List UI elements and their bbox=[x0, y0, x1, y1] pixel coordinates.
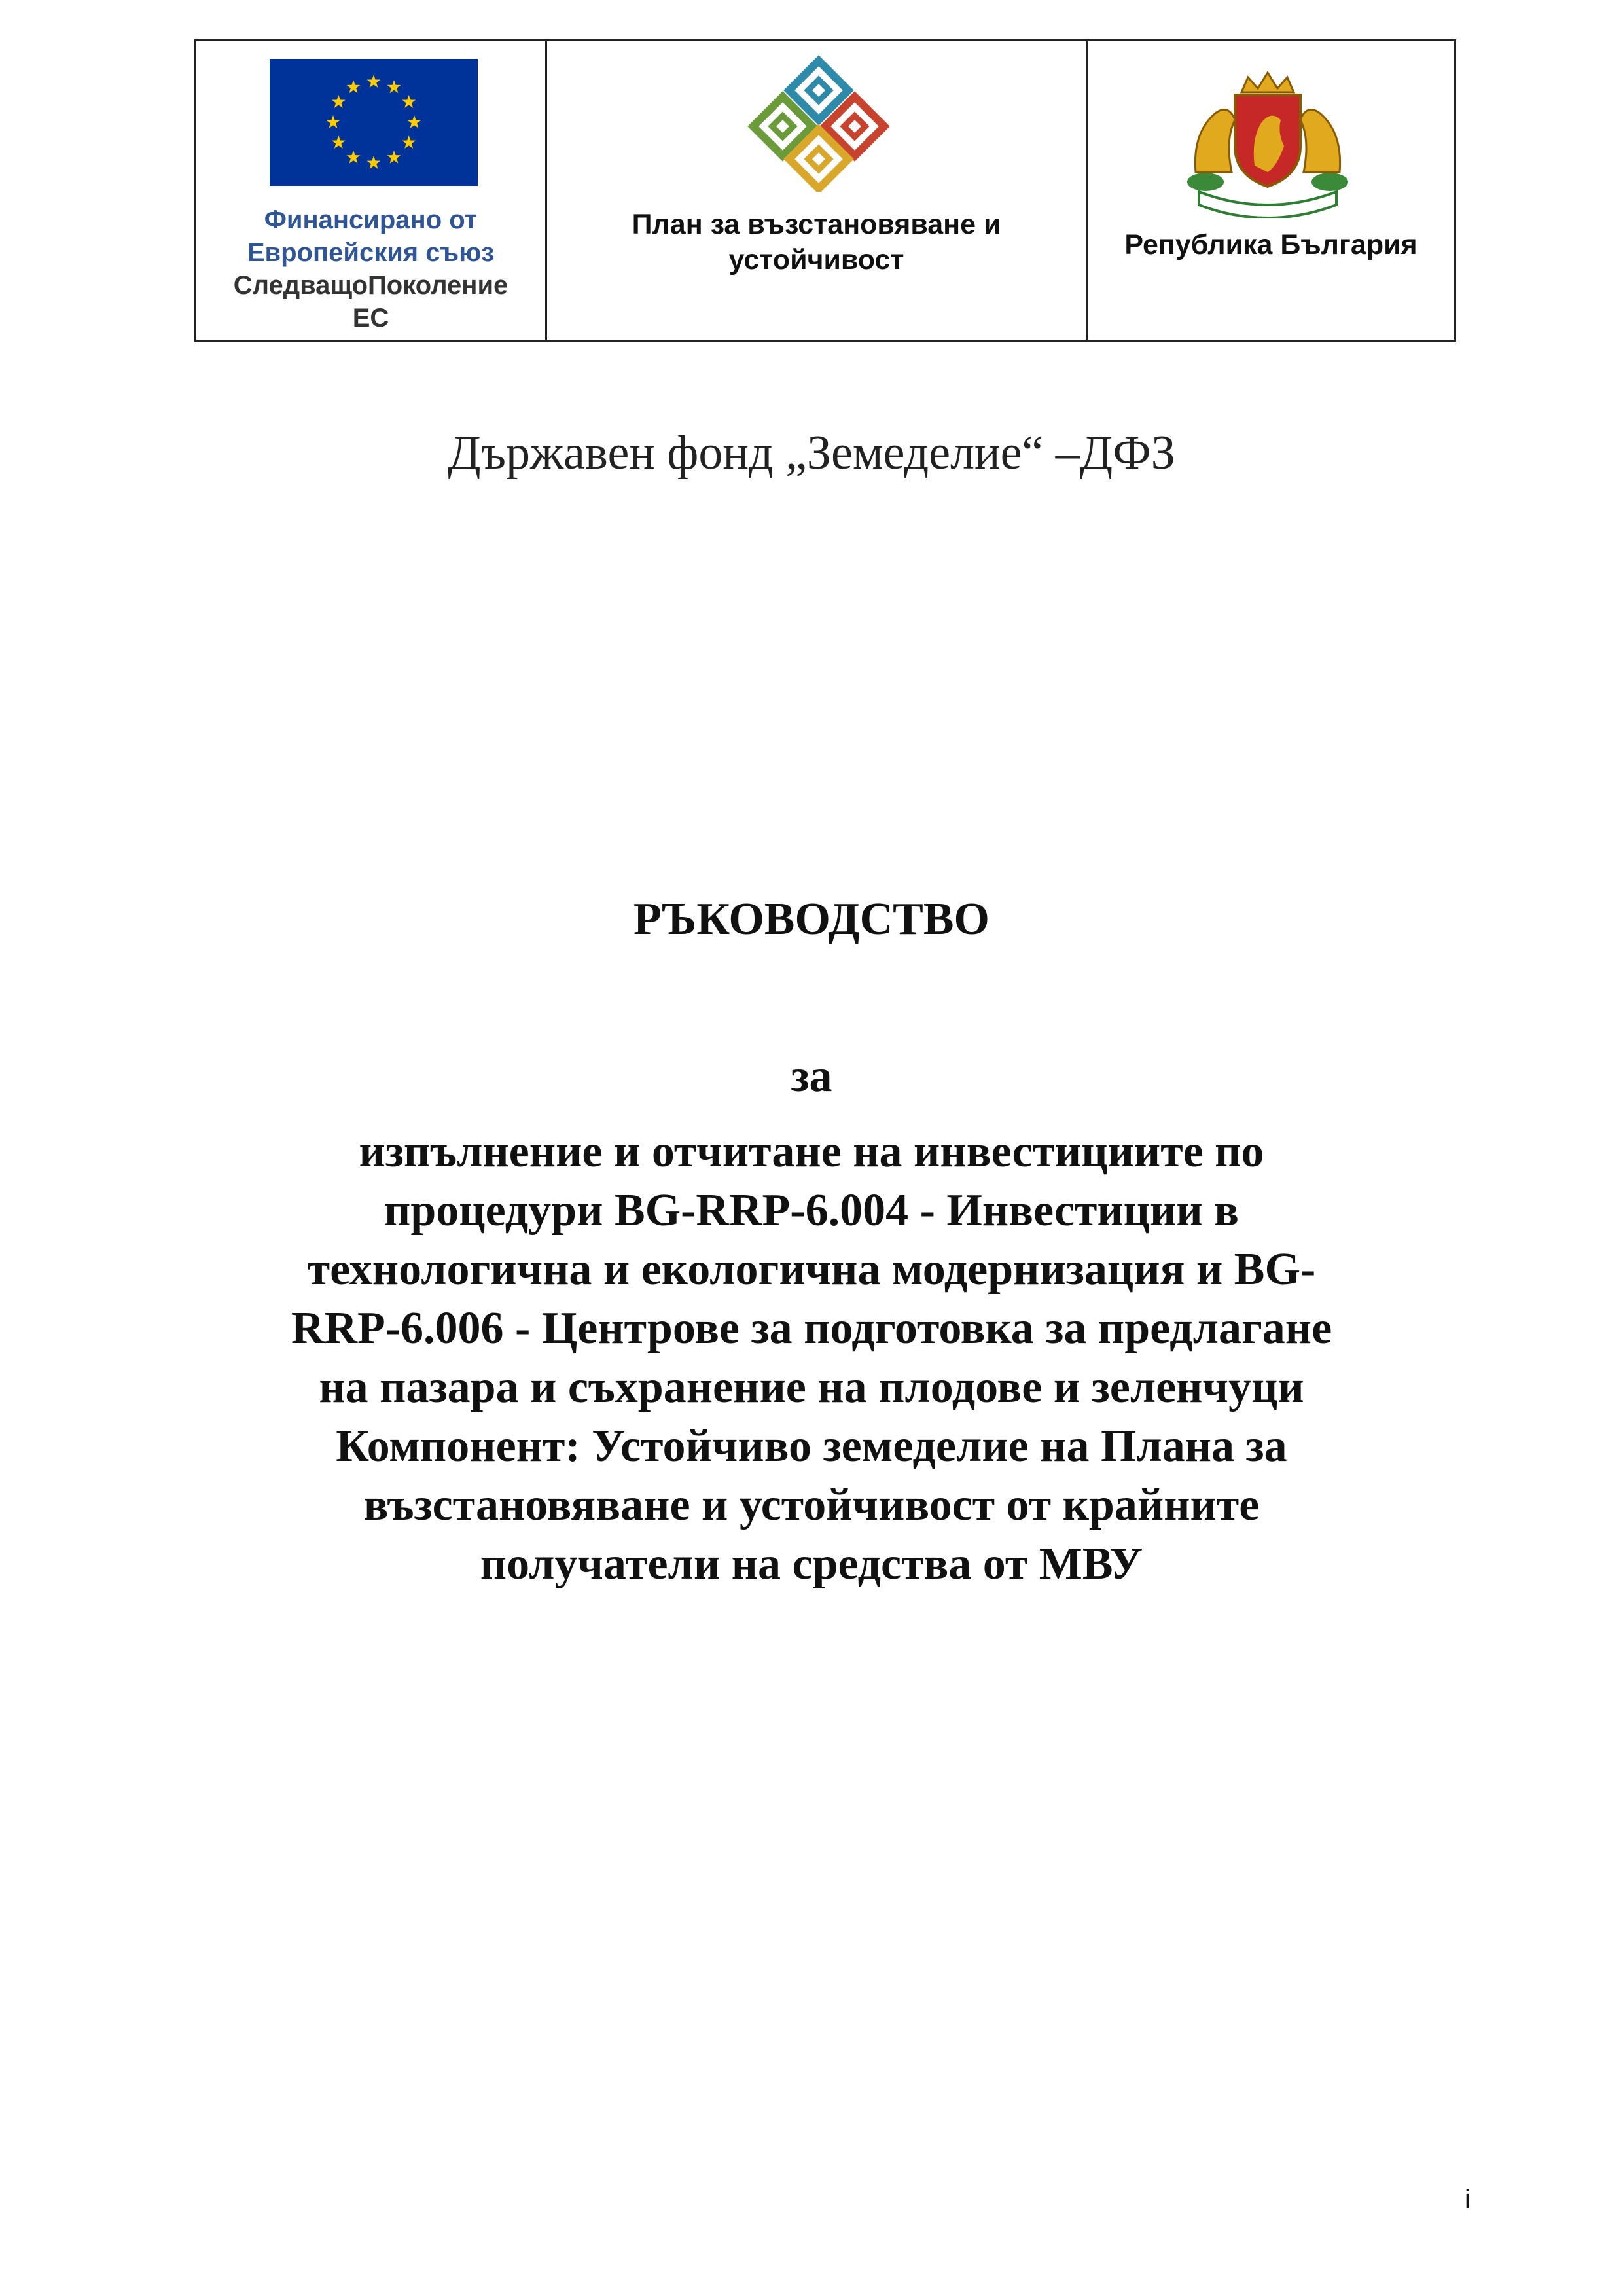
eu-funding-text bbox=[196, 204, 545, 334]
eu-funding-line-4: ЕС bbox=[352, 304, 389, 332]
bulgarian-coat-of-arms-icon bbox=[1179, 67, 1356, 218]
recovery-plan-line-1: План за възстановяване и bbox=[632, 209, 1001, 240]
recovery-plan-line-2: устойчивост bbox=[728, 244, 904, 276]
subtitle-line: изпълнение и отчитане на инвестициите по bbox=[359, 1126, 1264, 1177]
subtitle-line: RRP-6.006 - Центрове за подготовка за предлагане bbox=[291, 1303, 1332, 1354]
subtitle-line: Компонент: Устойчиво земеделие на Плана за bbox=[336, 1421, 1287, 1471]
subtitle-line: технологична и екологична модернизация и BG- bbox=[307, 1244, 1316, 1295]
page-number: i bbox=[1465, 2185, 1471, 2214]
subtitle-line: получатели на средства от МВУ bbox=[480, 1539, 1143, 1589]
recovery-plan-cell bbox=[545, 41, 1086, 340]
eu-flag-icon bbox=[270, 59, 478, 186]
document-for: за bbox=[791, 1051, 832, 1102]
subtitle-line: процедури BG-RRP-6.004 - Инвестиции в bbox=[384, 1185, 1239, 1236]
document-title: РЪКОВОДСТВО bbox=[633, 894, 990, 944]
subtitle-line: на пазара и съхранение на плодове и зеленчуци bbox=[319, 1362, 1304, 1412]
header-logo-table bbox=[194, 39, 1456, 342]
eu-funding-line-3: СледващоПоколение bbox=[233, 271, 508, 300]
recovery-plan-text bbox=[547, 207, 1086, 278]
republic-bulgaria-cell bbox=[1086, 41, 1454, 340]
eu-funding-line-2: Европейския съюз bbox=[247, 238, 495, 267]
republic-bulgaria-label: Република България bbox=[1124, 229, 1418, 260]
subtitle-line: възстановяване и устойчивост от крайните bbox=[363, 1480, 1260, 1530]
fund-title: Държавен фонд „Земеделие“ –ДФЗ bbox=[448, 426, 1175, 480]
eu-funding-line-1: Финансирано от bbox=[264, 206, 478, 234]
eu-funding-cell bbox=[196, 41, 545, 340]
document-subtitle bbox=[177, 1122, 1446, 1594]
recovery-plan-logo-icon bbox=[743, 54, 894, 192]
